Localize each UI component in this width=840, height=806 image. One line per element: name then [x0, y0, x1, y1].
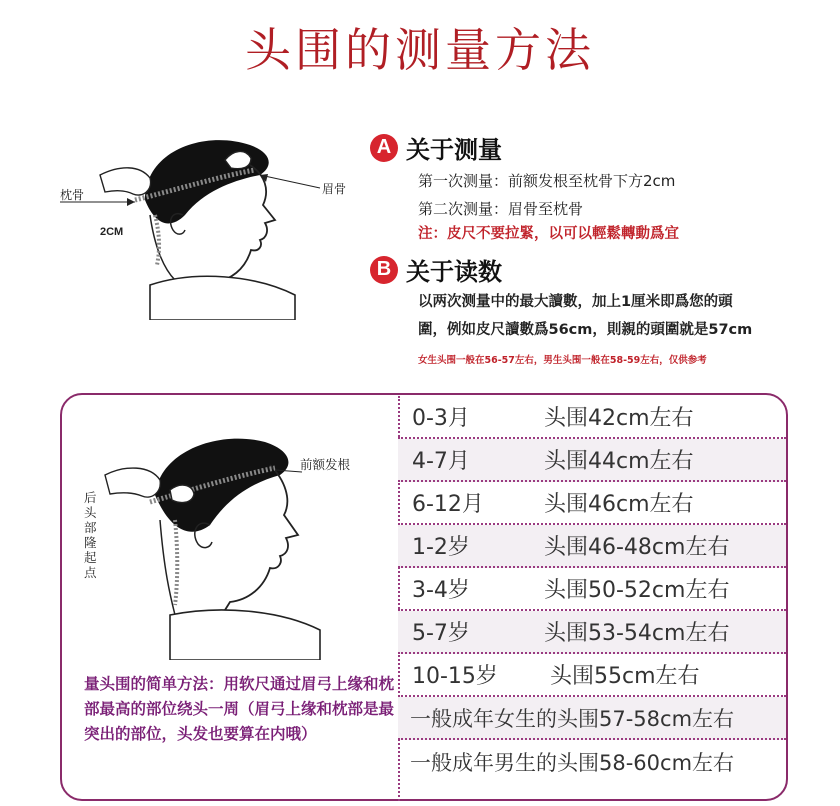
size-table — [398, 396, 786, 783]
adult-female-size: 一般成年女生的头围57-58cm左右 — [410, 706, 735, 731]
head-size-value: 头围44cm左右 — [544, 449, 694, 474]
two-cm-label: 2CM — [100, 226, 124, 238]
head-size-value: 头围46-48cm左右 — [544, 535, 730, 560]
reading-reference-note: 女生头围一般在56-57左右，男生头围一般在58-59左右，仅供参考 — [418, 355, 707, 366]
size-row — [398, 525, 786, 568]
size-row-adult-female — [398, 697, 786, 740]
head-size-value: 头围53-54cm左右 — [544, 621, 730, 646]
head-size-value: 头围42cm左右 — [544, 406, 694, 431]
section-b-header — [370, 252, 502, 287]
age-label: 4-7月 — [412, 449, 470, 474]
head-measuring-illustration-bottom — [80, 420, 400, 660]
brow-bone-label: 眉骨 — [322, 182, 347, 196]
section-b-title: 关于读数 — [406, 257, 502, 286]
age-label: 3-4岁 — [412, 578, 470, 603]
size-row — [398, 654, 786, 697]
front-hairline-label: 前额发根 — [300, 457, 351, 472]
head-size-value: 头围55cm左右 — [550, 664, 700, 689]
section-a-header — [370, 130, 502, 165]
head-size-value: 头围46cm左右 — [544, 492, 694, 517]
page-title: 头围的测量方法 — [245, 23, 595, 77]
size-row — [398, 396, 786, 439]
head-size-value: 头围50-52cm左右 — [544, 578, 730, 603]
reading-line-1: 以两次测量中的最大讀數，加上1厘米即爲您的頭 — [418, 294, 733, 310]
adult-male-size: 一般成年男生的头围58-60cm左右 — [410, 750, 735, 775]
measure-note: 注：皮尺不要拉緊，以可以輕鬆轉動爲宜 — [418, 226, 679, 242]
age-label: 0-3月 — [412, 406, 470, 431]
back-head-point-label: 后头部隆起点 — [84, 490, 97, 580]
age-label: 6-12月 — [412, 492, 484, 517]
head-measuring-illustration-top — [55, 120, 355, 320]
size-row — [398, 439, 786, 482]
measure-step-2: 第二次测量：眉骨至枕骨 — [418, 200, 584, 218]
age-label: 5-7岁 — [412, 621, 470, 646]
reading-line-2: 圍，例如皮尺讀數爲56cm，則親的頭圍就是57cm — [418, 322, 753, 338]
age-label: 1-2岁 — [412, 535, 470, 560]
size-row — [398, 568, 786, 611]
badge-b: B — [370, 256, 398, 284]
size-row — [398, 482, 786, 525]
age-label: 10-15岁 — [412, 664, 498, 689]
measure-step-1: 第一次测量：前额发根至枕骨下方2cm — [418, 172, 676, 190]
occipital-label: 枕骨 — [60, 188, 85, 202]
badge-a: A — [370, 134, 398, 162]
simple-method-text: 量头围的简单方法：用软尺通过眉弓上缘和枕部最高的部位绕头一周（眉弓上缘和枕部是最突出的部位，头发也要算在内哦） — [84, 675, 395, 743]
size-row-adult-male — [398, 740, 786, 783]
size-row — [398, 611, 786, 654]
section-a-title: 关于测量 — [406, 135, 502, 164]
